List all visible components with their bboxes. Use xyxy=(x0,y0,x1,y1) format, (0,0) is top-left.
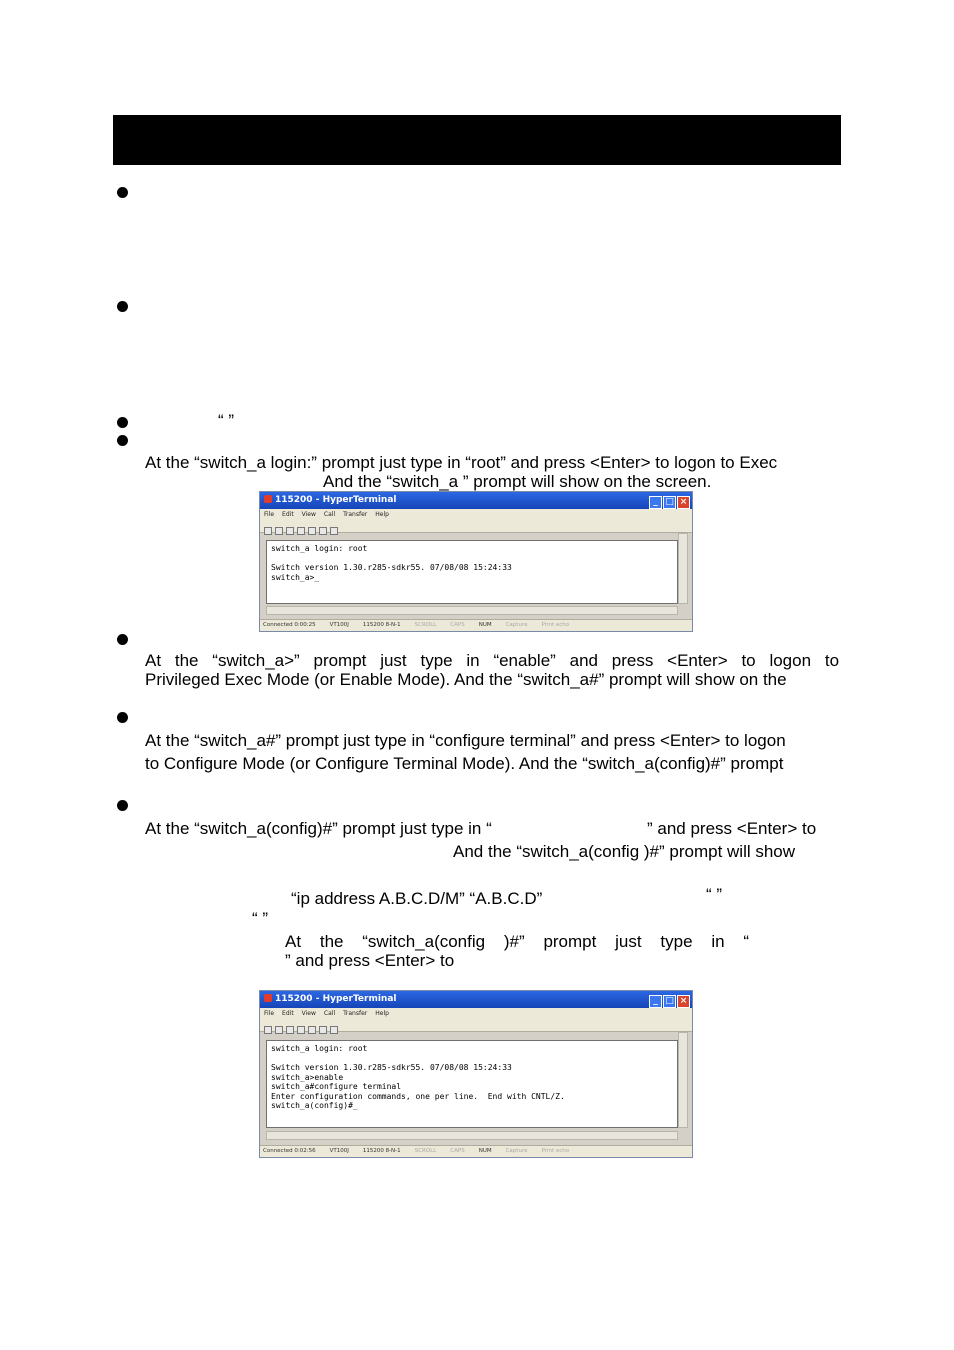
hyperterminal-icon xyxy=(264,495,272,503)
step4-line4: ” and press <Enter> to xyxy=(285,951,455,970)
status-num: NUM xyxy=(478,622,492,628)
step4-line2: And the “switch_a(config )#” prompt will show xyxy=(453,842,796,861)
step4-quote2: “ ” xyxy=(252,909,269,928)
word: to xyxy=(824,651,840,670)
step1-line1: At the “switch_a login:” prompt just type in “root” and press <Enter> to logon to Exec xyxy=(145,453,778,472)
word: logon xyxy=(769,651,812,670)
window-titlebar xyxy=(260,991,692,1008)
close-icon[interactable]: × xyxy=(677,496,690,509)
terminal-screen[interactable]: switch_a login: root Switch version 1.30.r285-sdkr55. 07/08/08 15:24:33 switch_a>_ xyxy=(266,540,678,604)
toolbar xyxy=(260,520,692,533)
menu-file[interactable]: File xyxy=(264,511,275,518)
maximize-icon[interactable]: □ xyxy=(663,995,676,1008)
word: in xyxy=(466,651,480,670)
receive-icon[interactable] xyxy=(319,527,327,535)
bullet xyxy=(117,417,128,428)
bullet xyxy=(117,187,128,198)
maximize-icon[interactable]: □ xyxy=(663,496,676,509)
step4-line3 xyxy=(285,932,749,952)
status-connected: Connected 0:02:56 xyxy=(263,1148,316,1154)
status-caps: CAPS xyxy=(450,622,465,628)
status-bar xyxy=(260,1145,692,1157)
word: to xyxy=(741,651,756,670)
status-scroll: SCROLL xyxy=(414,1148,437,1154)
bullet xyxy=(117,634,128,645)
word: the xyxy=(319,932,344,951)
status-emulation: VT100J xyxy=(329,1148,349,1154)
step4-ip-address: “ip address A.B.C.D/M” “A.B.C.D” xyxy=(291,889,543,908)
step4-line1b: ” and press <Enter> to xyxy=(647,819,817,838)
status-bar xyxy=(260,619,692,631)
step3-line1: At the “switch_a#” prompt just type in “configure terminal” and press <Enter> to logon xyxy=(145,731,786,750)
menu-call[interactable]: Call xyxy=(323,511,336,518)
step3-line2: to Configure Mode (or Configure Terminal Mode). And the “switch_a(config)#” prompt xyxy=(145,754,784,773)
status-print-echo: Print echo xyxy=(541,622,570,628)
word: in xyxy=(711,932,725,951)
word: )#” xyxy=(503,932,525,951)
properties-icon[interactable] xyxy=(286,1026,294,1034)
vertical-scrollbar[interactable] xyxy=(678,1032,688,1128)
word: prompt xyxy=(313,651,367,670)
menu-help[interactable]: Help xyxy=(375,1010,389,1017)
minimize-icon[interactable]: _ xyxy=(649,995,662,1008)
menu-view[interactable]: View xyxy=(301,511,316,518)
menu-transfer[interactable]: Transfer xyxy=(343,1010,368,1017)
new-icon[interactable] xyxy=(264,527,272,535)
horizontal-scrollbar[interactable] xyxy=(266,1131,678,1140)
word: prompt xyxy=(543,932,597,951)
status-port: 115200 8-N-1 xyxy=(362,1148,401,1154)
menu-call[interactable]: Call xyxy=(323,1010,336,1017)
step2-line2: Privileged Exec Mode (or Enable Mode). And the “switch_a#” prompt will show on the xyxy=(145,670,787,689)
send-icon[interactable] xyxy=(308,1026,316,1034)
close-icon[interactable]: × xyxy=(677,995,690,1008)
status-print-echo: Print echo xyxy=(541,1148,570,1154)
bullet xyxy=(117,800,128,811)
status-emulation: VT100J xyxy=(329,622,349,628)
window-title: 115200 - HyperTerminal xyxy=(275,994,397,1004)
word: At xyxy=(145,651,162,670)
menu-edit[interactable]: Edit xyxy=(282,511,294,518)
settings-icon[interactable] xyxy=(330,527,338,535)
menu-bar xyxy=(260,509,692,520)
step4-quote1: “ ” xyxy=(706,885,723,904)
word: “switch_a(config xyxy=(362,932,486,951)
word: just xyxy=(615,932,642,951)
settings-icon[interactable] xyxy=(330,1026,338,1034)
menu-transfer[interactable]: Transfer xyxy=(343,511,368,518)
status-num: NUM xyxy=(478,1148,492,1154)
new-icon[interactable] xyxy=(264,1026,272,1034)
hyperterminal-window-1 xyxy=(259,491,693,632)
menu-bar xyxy=(260,1008,692,1019)
status-capture: Capture xyxy=(505,622,528,628)
step1-line2: And the “switch_a ” prompt will show on the screen. xyxy=(323,472,712,491)
send-icon[interactable] xyxy=(308,527,316,535)
status-connected: Connected 0:00:25 xyxy=(263,622,316,628)
window-titlebar xyxy=(260,492,692,509)
quote-pair: “ ” xyxy=(218,411,235,430)
toolbar xyxy=(260,1019,692,1032)
menu-view[interactable]: View xyxy=(301,1010,316,1017)
word: type xyxy=(420,651,453,670)
word: just xyxy=(380,651,407,670)
menu-file[interactable]: File xyxy=(264,1010,275,1017)
status-scroll: SCROLL xyxy=(414,622,437,628)
word: press xyxy=(611,651,654,670)
section-header-bar xyxy=(113,115,841,165)
word: “switch_a>” xyxy=(212,651,300,670)
word: the xyxy=(174,651,199,670)
hyperterminal-window-2 xyxy=(259,990,693,1158)
menu-edit[interactable]: Edit xyxy=(282,1010,294,1017)
bullet xyxy=(117,435,128,446)
open-icon[interactable] xyxy=(275,527,283,535)
word: and xyxy=(569,651,598,670)
word: <Enter> xyxy=(667,651,728,670)
menu-help[interactable]: Help xyxy=(375,511,389,518)
word: “enable” xyxy=(493,651,556,670)
receive-icon[interactable] xyxy=(319,1026,327,1034)
open-icon[interactable] xyxy=(275,1026,283,1034)
phone-icon[interactable] xyxy=(297,527,305,535)
phone-icon[interactable] xyxy=(297,1026,305,1034)
status-port: 115200 8-N-1 xyxy=(362,622,401,628)
word: At xyxy=(285,932,302,951)
minimize-icon[interactable]: _ xyxy=(649,496,662,509)
status-capture: Capture xyxy=(505,1148,528,1154)
bullet xyxy=(117,712,128,723)
terminal-screen[interactable]: switch_a login: root Switch version 1.30.r285-sdkr55. 07/08/08 15:24:33 switch_a>enable switch_a#configure terminal Enter configuration commands, one per line. End with CNTL/Z. switch_a(config)#_ xyxy=(266,1040,678,1128)
properties-icon[interactable] xyxy=(286,527,294,535)
vertical-scrollbar[interactable] xyxy=(678,533,688,604)
step2-line1 xyxy=(145,651,839,671)
window-title: 115200 - HyperTerminal xyxy=(275,495,397,505)
horizontal-scrollbar[interactable] xyxy=(266,606,678,615)
step4-line1a: At the “switch_a(config)#” prompt just type in “ xyxy=(145,819,492,838)
word: “ xyxy=(743,932,749,951)
bullet xyxy=(117,301,128,312)
word: type xyxy=(660,932,693,951)
hyperterminal-icon xyxy=(264,994,272,1002)
status-caps: CAPS xyxy=(450,1148,465,1154)
